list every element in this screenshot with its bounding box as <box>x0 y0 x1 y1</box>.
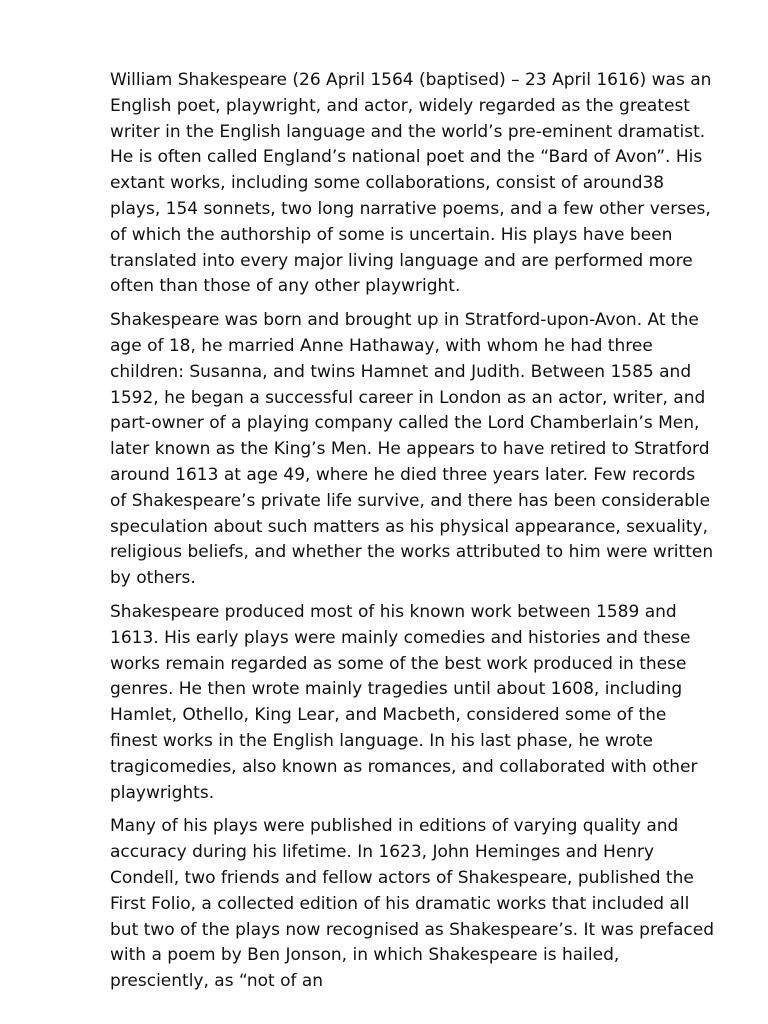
paragraph-4: Many of his plays were published in editions of varying quality and accuracy during his lifetime. In 1623, John Heminges and Henry Condell, two friends and fellow actors of Shakespeare, published the First Folio, a collected edition of his dramatic works that included all but two of the plays now recognised as Shakespeare’s. It was prefaced with a poem by Ben Jonson, in which Shakespeare is hailed, presciently, as “not of an <box>110 816 715 992</box>
document-body <box>110 68 715 995</box>
paragraph-2: Shakespeare was born and brought up in Stratford-upon-Avon. At the age of 18, he married Anne Hathaway, with whom he had three children: Susanna, and twins Hamnet and Judith. Between 1585 and 1592, he began a successful career in London as an actor, writer, and part-owner of a playing company called the Lord Chamberlain’s Men, later known as the King’s Men. He appears to have retired to Stratford around 1613 at age 49, where he died three years later. Few records of Shakespeare’s private life survive, and there has been considerable speculation about such matters as his physical appearance, sexuality, religious beliefs, and whether the works attributed to him were written by others. <box>110 310 714 589</box>
paragraph-3: Shakespeare produced most of his known work between 1589 and 1613. His early plays were mainly comedies and histories and these works remain regarded as some of the best work produced in these genres. He then wrote mainly tragedies until about 1608, including Hamlet, Othello, King Lear, and Macbeth, considered some of the finest works in the English language. In his last phase, he wrote tragicomedies, also known as romances, and collaborated with other playwrights. <box>110 601 698 803</box>
paragraph-1: William Shakespeare (26 April 1564 (baptised) – 23 April 1616) was an English poet, playwright, and actor, widely regarded as the greatest writer in the English language and the world’s pre-eminent dramatist. He is often called England’s national poet and the “Bard of Avon”. His extant works, including some collaborations, consist of around38 plays, 154 sonnets, two long narrative poems, and a few other verses, of which the authorship of some is uncertain. His plays have been translated into every major living language and are performed more often than those of any other playwright. <box>110 70 712 297</box>
